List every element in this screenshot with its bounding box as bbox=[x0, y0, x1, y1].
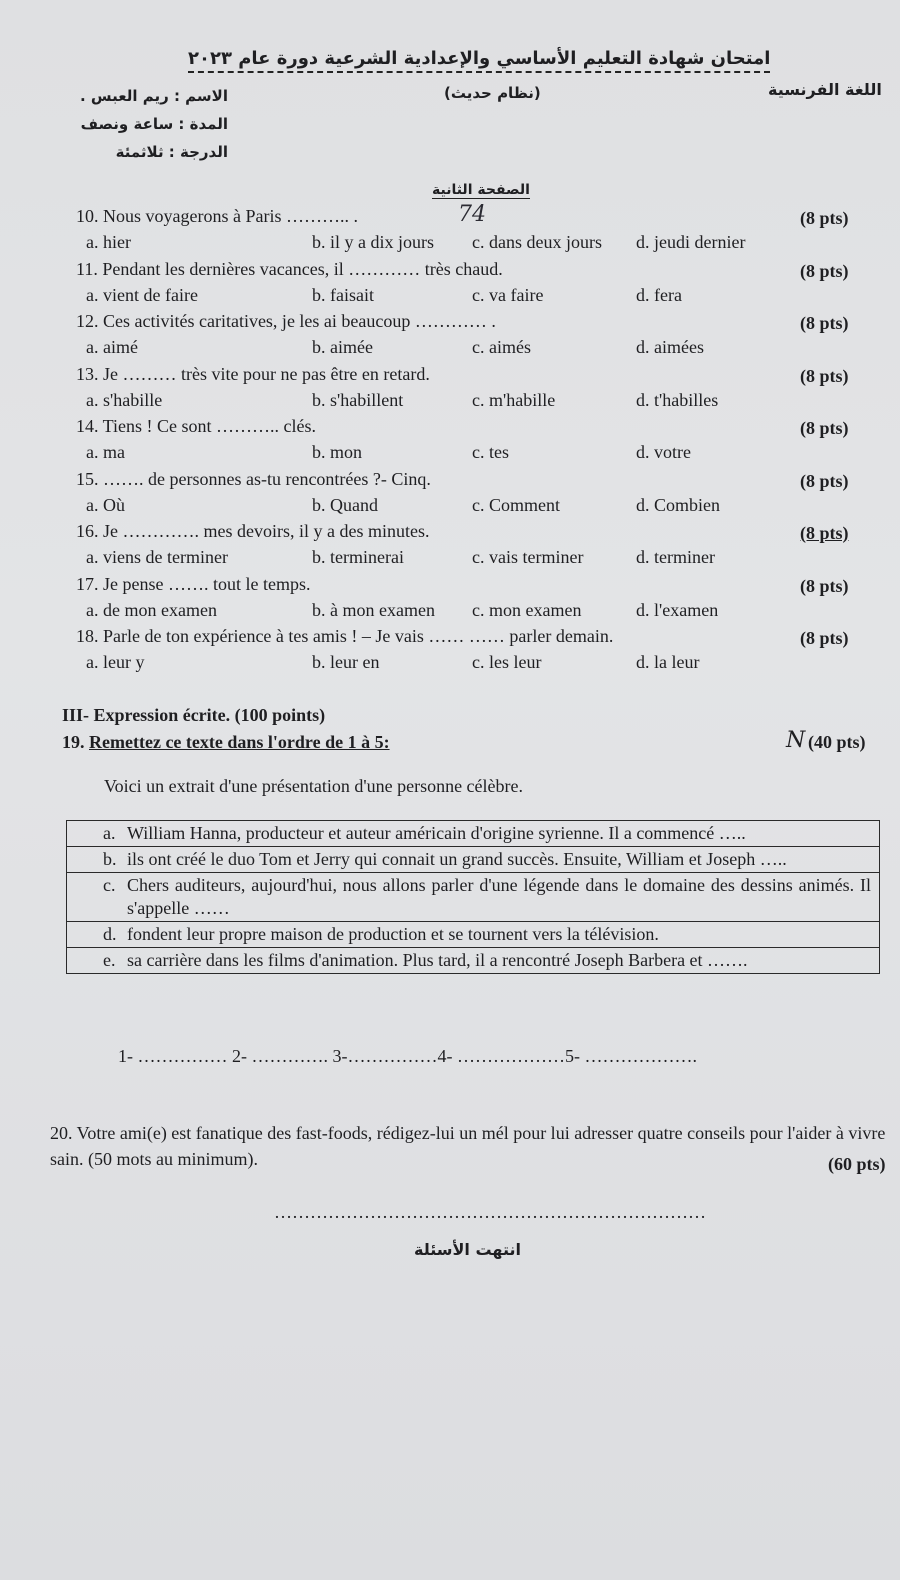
answer-option[interactable]: b. s'habillent bbox=[312, 390, 404, 410]
question-points: (8 pts) bbox=[800, 208, 849, 228]
page-label: الصفحة الثانية bbox=[432, 182, 530, 198]
question-points: (8 pts) bbox=[800, 418, 849, 438]
question-stem: 10. Nous voyagerons à Paris ……….. . bbox=[76, 206, 358, 226]
answer-option[interactable]: c. les leur bbox=[472, 652, 542, 672]
q20-points: (60 pts) bbox=[828, 1154, 886, 1174]
question-stem: 12. Ces activités caritatives, je les ai beaucoup ………… . bbox=[76, 311, 496, 331]
order-letter: e. bbox=[103, 950, 116, 970]
question-points: (8 pts) bbox=[800, 523, 849, 543]
question-points: (8 pts) bbox=[800, 628, 849, 648]
answer-option[interactable]: b. aimée bbox=[312, 337, 373, 357]
question-points: (8 pts) bbox=[800, 261, 849, 281]
answer-option[interactable]: a. aimé bbox=[86, 337, 138, 357]
answer-option[interactable]: d. aimées bbox=[636, 337, 704, 357]
system-label: (نظام حديث) bbox=[444, 84, 541, 102]
question-points: (8 pts) bbox=[800, 576, 849, 596]
answer-line[interactable]: 1- …………… 2- …………. 3-……………4- ………………5- ………………. bbox=[118, 1046, 697, 1066]
exam-title: امتحان شهادة التعليم الأساسي والإعدادية الشرعية دورة عام ٢٠٢٣ bbox=[188, 48, 770, 73]
answer-option[interactable]: b. Quand bbox=[312, 495, 378, 515]
answer-option[interactable]: a. Où bbox=[86, 495, 125, 515]
q19-intro: Voici un extrait d'une présentation d'une personne célèbre. bbox=[104, 776, 524, 796]
writing-line[interactable]: ……………………………………………………………… bbox=[274, 1202, 706, 1222]
order-row bbox=[67, 821, 880, 847]
subject-label: اللغة الفرنسية bbox=[768, 80, 882, 99]
answer-option[interactable]: b. à mon examen bbox=[312, 600, 435, 620]
answer-option[interactable]: c. aimés bbox=[472, 337, 531, 357]
answer-option[interactable]: a. vient de faire bbox=[86, 285, 198, 305]
answer-option[interactable]: b. il y a dix jours bbox=[312, 232, 434, 252]
answer-option[interactable]: a. leur y bbox=[86, 652, 145, 672]
question-stem: 14. Tiens ! Ce sont ……….. clés. bbox=[76, 416, 317, 436]
answer-option[interactable]: c. dans deux jours bbox=[472, 232, 602, 252]
order-row bbox=[67, 948, 880, 974]
order-cell bbox=[67, 821, 880, 847]
answer-option[interactable]: c. mon examen bbox=[472, 600, 582, 620]
handwritten-score: 74 bbox=[458, 202, 486, 227]
answer-option[interactable]: c. va faire bbox=[472, 285, 544, 305]
student-info bbox=[58, 82, 228, 166]
answer-option[interactable]: a. hier bbox=[86, 232, 131, 252]
order-letter: d. bbox=[103, 924, 117, 944]
question-stem: 18. Parle de ton expérience à tes amis ! – Je vais …… …… parler demain. bbox=[76, 626, 614, 646]
answer-option[interactable]: a. de mon examen bbox=[86, 600, 217, 620]
answer-option[interactable]: d. la leur bbox=[636, 652, 700, 672]
order-text: William Hanna, producteur et auteur américain d'origine syrienne. Il a commencé ….. bbox=[127, 823, 746, 843]
question-stem: 17. Je pense ……. tout le temps. bbox=[76, 574, 311, 594]
q19-heading bbox=[62, 732, 390, 753]
answer-option[interactable]: d. l'examen bbox=[636, 600, 719, 620]
order-row bbox=[67, 873, 880, 922]
q19-number: 19. bbox=[62, 732, 85, 752]
order-text: ils ont créé le duo Tom et Jerry qui connait un grand succès. Ensuite, William et Joseph ….. bbox=[127, 849, 787, 869]
answer-option[interactable]: b. terminerai bbox=[312, 547, 404, 567]
question-stem: 11. Pendant les dernières vacances, il ………… très chaud. bbox=[76, 259, 503, 279]
order-row bbox=[67, 922, 880, 948]
question-stem: 15. ……. de personnes as-tu rencontrées ?- Cinq. bbox=[76, 469, 431, 489]
answer-option[interactable]: d. t'habilles bbox=[636, 390, 719, 410]
answer-option[interactable]: c. Comment bbox=[472, 495, 560, 515]
answer-option[interactable]: d. votre bbox=[636, 442, 691, 462]
question-points: (8 pts) bbox=[800, 471, 849, 491]
order-cell bbox=[67, 922, 880, 948]
grade-line: الدرجة : ثلاثمئة bbox=[115, 143, 228, 161]
q20-text: 20. Votre ami(e) est fanatique des fast-foods, rédigez-lui un mél pour lui adresser quatre conseils pour l'aider à vivre sain. (50 mots au minimum). bbox=[50, 1123, 886, 1169]
order-letter: a. bbox=[103, 823, 116, 843]
answer-option[interactable]: d. Combien bbox=[636, 495, 720, 515]
order-cell bbox=[67, 847, 880, 873]
answer-option[interactable]: c. vais terminer bbox=[472, 547, 584, 567]
question-stem: 13. Je ……… très vite pour ne pas être en retard. bbox=[76, 364, 430, 384]
order-letter: b. bbox=[103, 849, 117, 869]
answer-option[interactable]: a. viens de terminer bbox=[86, 547, 228, 567]
answer-option[interactable]: d. fera bbox=[636, 285, 682, 305]
answer-option[interactable]: b. mon bbox=[312, 442, 363, 462]
question-points: (8 pts) bbox=[800, 366, 849, 386]
question-points: (8 pts) bbox=[800, 313, 849, 333]
answer-option[interactable]: b. faisait bbox=[312, 285, 374, 305]
order-cell bbox=[67, 948, 880, 974]
answer-option[interactable]: a. s'habille bbox=[86, 390, 163, 410]
end-label: انتهت الأسئلة bbox=[414, 1240, 521, 1259]
order-text: sa carrière dans les films d'animation. Plus tard, il a rencontré Joseph Barbera et ……. bbox=[127, 950, 748, 970]
question-stem: 16. Je …………. mes devoirs, il y a des minutes. bbox=[76, 521, 430, 541]
answer-option[interactable]: d. jeudi dernier bbox=[636, 232, 746, 252]
order-cell bbox=[67, 873, 880, 922]
order-table bbox=[66, 820, 880, 974]
duration-line: المدة : ساعة ونصف bbox=[80, 115, 228, 133]
answer-option[interactable]: c. m'habille bbox=[472, 390, 556, 410]
q19-points: (40 pts) bbox=[808, 732, 866, 752]
answer-option[interactable]: b. leur en bbox=[312, 652, 380, 672]
section-title: III- Expression écrite. (100 points) bbox=[62, 705, 326, 725]
order-text: fondent leur propre maison de production et se tournent vers la télévision. bbox=[127, 924, 659, 944]
handwritten-initial: N bbox=[786, 728, 806, 753]
order-text: Chers auditeurs, aujourd'hui, nous allons parler d'une légende dans le domaine des dessins animés. Il s'appelle …… bbox=[127, 875, 871, 918]
order-letter: c. bbox=[103, 875, 116, 895]
name-line: الاسم : ريم العبس . bbox=[79, 87, 228, 105]
q19-title: Remettez ce texte dans l'ordre de 1 à 5: bbox=[89, 732, 390, 752]
order-row bbox=[67, 847, 880, 873]
answer-option[interactable]: a. ma bbox=[86, 442, 125, 462]
answer-option[interactable]: d. terminer bbox=[636, 547, 715, 567]
answer-option[interactable]: c. tes bbox=[472, 442, 509, 462]
